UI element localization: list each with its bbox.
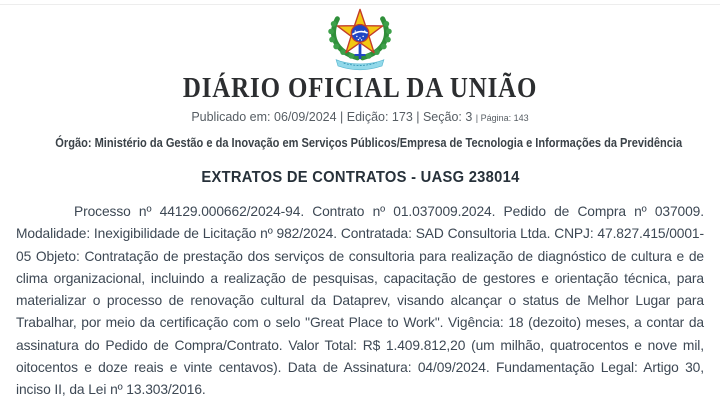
gazette-title: DIÁRIO OFICIAL DA UNIÃO xyxy=(182,72,538,104)
publication-meta xyxy=(0,110,720,124)
organ-line: Órgão: Ministério da Gestão e da Inovação em Serviços Públicos/Empresa de Tecnologia e Informações da Previdência xyxy=(55,135,683,150)
section-heading: EXTRATOS DE CONTRATOS - UASG 238014 xyxy=(200,169,520,186)
brazil-coat-of-arms-icon xyxy=(322,5,398,71)
organ-row xyxy=(0,134,720,152)
contract-extract-paragraph: Processo nº 44129.000662/2024-94. Contrato nº 01.037009.2024. Pedido de Compra nº 037009. Modalidade: Inexigibilidade de Licitação nº 982/2024. Contratada: SAD Consultoria Ltda. CNPJ: 47.827.415/0001-05 Objeto: Contratação de prestação dos serviços de consultoria para realização de diagnóstico de cultura e de clima organizacional, incluindo a realização de pesquisas, capacitação de gestores e orientação técnica, para materializar o processo de renovação cultural da Dataprev, visando alcançar o status de Melhor Lugar para Trabalhar, por meio da certificação com o selo "Great Place to Work". Vigência: 18 (dezoito) meses, a contar da assinatura do Pedido de Compra/Contrato. Valor Total: R$ 1.409.812,20 (um milhão, quatrocentos e nove mil, oitocentos e doze reais e vinte centavos). Data de Assinatura: 04/09/2024. Fundamentação Legal: Artigo 30, inciso II, da Lei nº 13.303/2016. xyxy=(16,204,704,398)
page-reference: | Página: 143 xyxy=(475,113,529,123)
masthead xyxy=(0,72,720,105)
publication-meta-text: Publicado em: 06/09/2024 | Edição: 173 | Seção: 3 xyxy=(191,110,476,124)
section-heading-row xyxy=(0,169,720,187)
